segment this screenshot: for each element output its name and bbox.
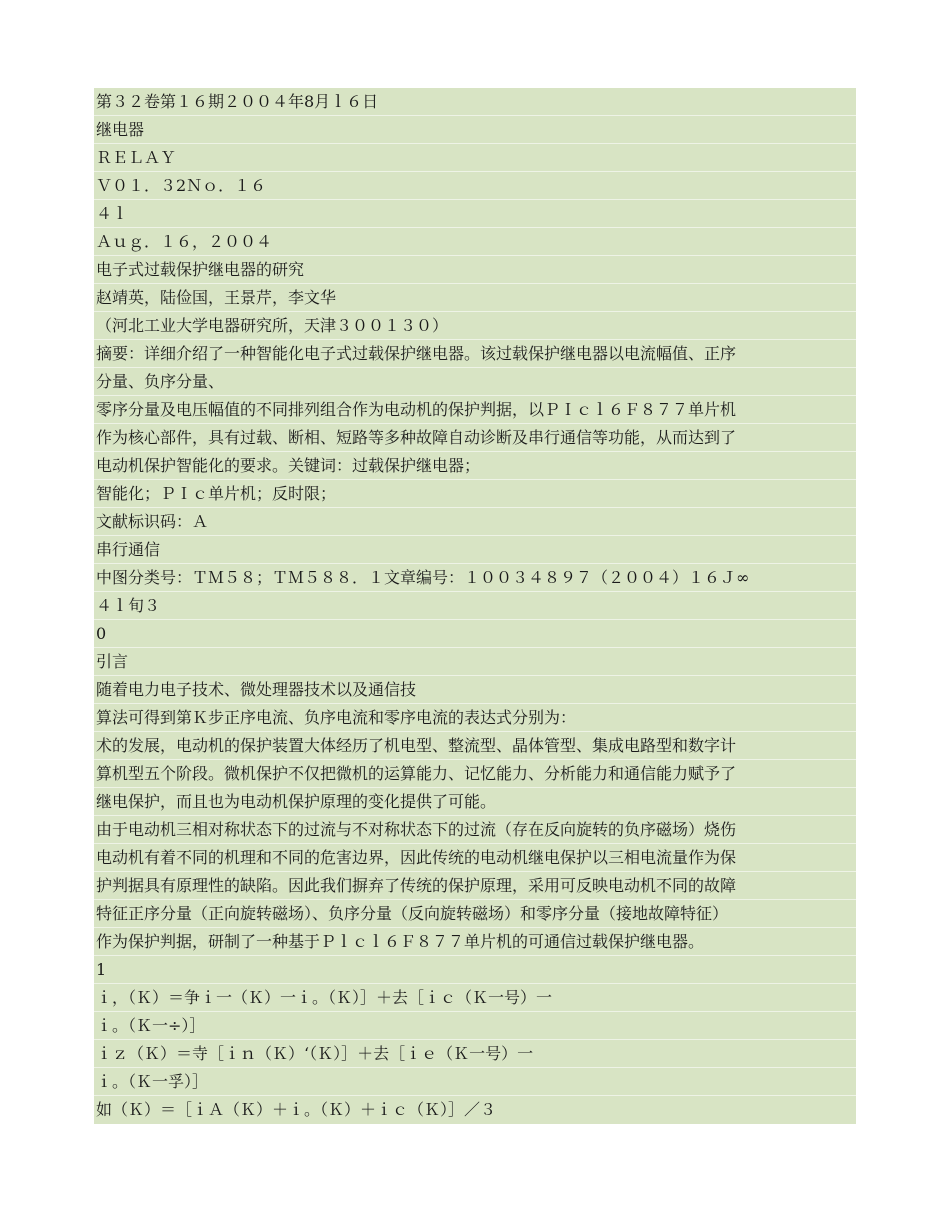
equation-number: 1 (94, 956, 856, 984)
abstract-line: 作为核心部件，具有过载、断相、短路等多种故障自动诊断及串行通信等功能，从而达到了 (94, 424, 856, 452)
article-title: 电子式过载保护继电器的研究 (94, 256, 856, 284)
section-number: 0 (94, 620, 856, 648)
body-line: 随着电力电子技术、微处理器技术以及通信技 (94, 676, 856, 704)
classification-line: 中图分类号：ＴＭ５８；ＴＭ５８８．１文章编号：１００３４８９７（２００４）１６Ｊ∞ (94, 564, 856, 592)
equation-line: 如（Ｋ）＝［ｉＡ（Ｋ）＋ｉ。（Ｋ）＋ｉｃ（Ｋ）］／３ (96, 1100, 497, 1119)
body-line: 特征正序分量（正向旋转磁场）、负序分量（反向旋转磁场）和零序分量（接地故障特征） (94, 900, 856, 928)
keywords-line: 电动机保护智能化的要求。关键词：过载保护继电器； (94, 452, 856, 480)
keywords-line: 智能化；ＰＩｃ单片机；反时限； (94, 480, 856, 508)
document-code: 文献标识码：Ａ (94, 508, 856, 536)
abstract-line: 零序分量及电压幅值的不同排列组合作为电动机的保护判据，以ＰＩｃｌ６Ｆ８７７单片机 (94, 396, 856, 424)
page-number: ４ｌ (94, 200, 856, 228)
abstract-line: 摘要：详细介绍了一种智能化电子式过载保护继电器。该过载保护继电器以电流幅值、正序 (94, 340, 856, 368)
document-text-block (94, 88, 856, 1124)
body-line: 护判据具有原理性的缺陷。因此我们摒弃了传统的保护原理，采用可反映电动机不同的故障 (94, 872, 856, 900)
body-line: 继电保护，而且也为电动机保护原理的变化提供了可能。 (94, 788, 856, 816)
equation-line: ｉｚ（Ｋ）＝寺［ｉｎ（Ｋ）‘（Ｋ）］＋去［ｉｅ（Ｋ一号）一 (94, 1040, 856, 1068)
equation-line: ｉ。（Ｋ一孚）］ (94, 1068, 856, 1096)
body-line: 算机型五个阶段。微机保护不仅把微机的运算能力、记忆能力、分析能力和通信能力赋予了 (94, 760, 856, 788)
date-en: Ａｕｇ．１６，２００４ (94, 228, 856, 256)
body-line: 作为保护判据，研制了一种基于Ｐｌｃｌ６Ｆ８７７单片机的可通信过载保护继电器。 (94, 928, 856, 956)
issue-date-line: 第３２卷第１６期２００４年8月ｌ６日 (94, 88, 856, 116)
journal-name: 继电器 (94, 116, 856, 144)
keywords-line: 串行通信 (94, 536, 856, 564)
journal-name-en: ＲＥＬＡＹ (94, 144, 856, 172)
body-line: 术的发展，电动机的保护装置大体经历了机电型、整流型、晶体管型、集成电路型和数字计 (94, 732, 856, 760)
abstract-line: 分量、负序分量、 (94, 368, 856, 396)
equation-line: ｉ。（Ｋ一÷）］ (94, 1012, 856, 1040)
body-line: 电动机有着不同的机理和不同的危害边界，因此传统的电动机继电保护以三相电流量作为保 (94, 844, 856, 872)
volume-number: Ｖ０１．３2Ｎｏ．１６ (94, 172, 856, 200)
section-heading: 引言 (94, 648, 856, 676)
affiliation: （河北工业大学电器研究所，天津３００１３０） (94, 312, 856, 340)
authors: 赵靖英，陆俭国，王景芹，李文华 (94, 284, 856, 312)
body-line: 算法可得到第Ｋ步正序电流、负序电流和零序电流的表达式分别为： (94, 704, 856, 732)
body-line: 由于电动机三相对称状态下的过流与不对称状态下的过流（存在反向旋转的负序磁场）烧伤 (94, 816, 856, 844)
classification-line: ４ｌ旬３ (94, 592, 856, 620)
equation-line: ｉ，（Ｋ）＝争ｉ一（Ｋ）一ｉ。（Ｋ）］＋去［ｉｃ（Ｋ一号）一 (94, 984, 856, 1012)
